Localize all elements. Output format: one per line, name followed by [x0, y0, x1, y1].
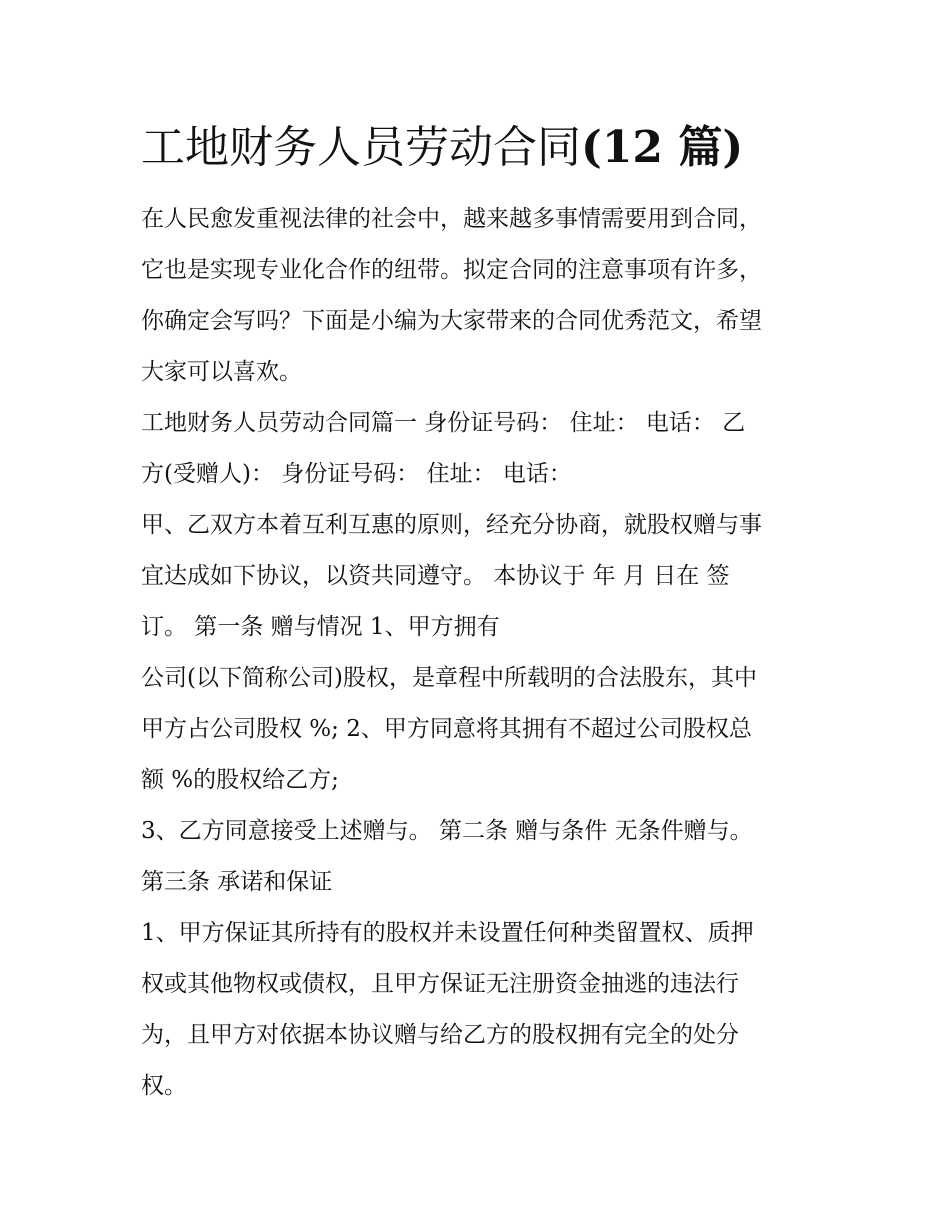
text-line: 它也是实现专业化合作的纽带。拟定合同的注意事项有许多，	[141, 257, 762, 283]
text-line: 方(受赠人)： 身份证号码： 住址： 电话：	[141, 461, 572, 487]
paragraph-intro	[141, 194, 831, 398]
paragraph-equity	[141, 653, 831, 806]
text-line: 1、甲方保证其所持有的股权并未设置任何种类留置权、质押	[141, 920, 754, 946]
text-line: 额 %的股权给乙方;	[141, 767, 339, 793]
paragraph-parties	[141, 398, 831, 500]
text-line: 3、乙方同意接受上述赠与。 第二条 赠与条件 无条件赠与。	[141, 818, 753, 844]
text-line: 工地财务人员劳动合同篇一 身份证号码： 住址： 电话： 乙	[141, 410, 746, 436]
text-line: 第三条 承诺和保证	[141, 869, 333, 895]
text-line: 你确定会写吗？下面是小编为大家带来的合同优秀范文，希望	[141, 308, 762, 334]
text-line: 宜达成如下协议，以资共同遵守。 本协议于 年 月 日在 签	[141, 563, 730, 589]
text-line: 甲方占公司股权 %; 2、甲方同意将其拥有不超过公司股权总	[141, 716, 752, 742]
text-line: 甲、乙双方本着互利互惠的原则，经充分协商，就股权赠与事	[141, 512, 762, 538]
document-content	[141, 118, 831, 1112]
title-suffix: (12 篇)	[581, 122, 744, 173]
text-line: 公司(以下简称公司)股权，是章程中所载明的合法股东，其中	[141, 665, 757, 691]
text-line: 权。	[141, 1073, 187, 1099]
text-line: 在人民愈发重视法律的社会中，越来越多事情需要用到合同，	[141, 206, 762, 232]
paragraph-conditions	[141, 806, 831, 908]
text-line: 大家可以喜欢。	[141, 359, 302, 385]
text-line: 为，且甲方对依据本协议赠与给乙方的股权拥有完全的处分	[141, 1022, 739, 1048]
document-title	[141, 118, 831, 178]
paragraph-agreement	[141, 500, 831, 653]
title-main: 工地财务人员劳动合同	[141, 122, 581, 173]
text-line: 权或其他物权或债权，且甲方保证无注册资金抽逃的违法行	[141, 971, 739, 997]
paragraph-warranty	[141, 908, 831, 1112]
text-line: 订。 第一条 赠与情况 1、甲方拥有	[141, 614, 500, 640]
